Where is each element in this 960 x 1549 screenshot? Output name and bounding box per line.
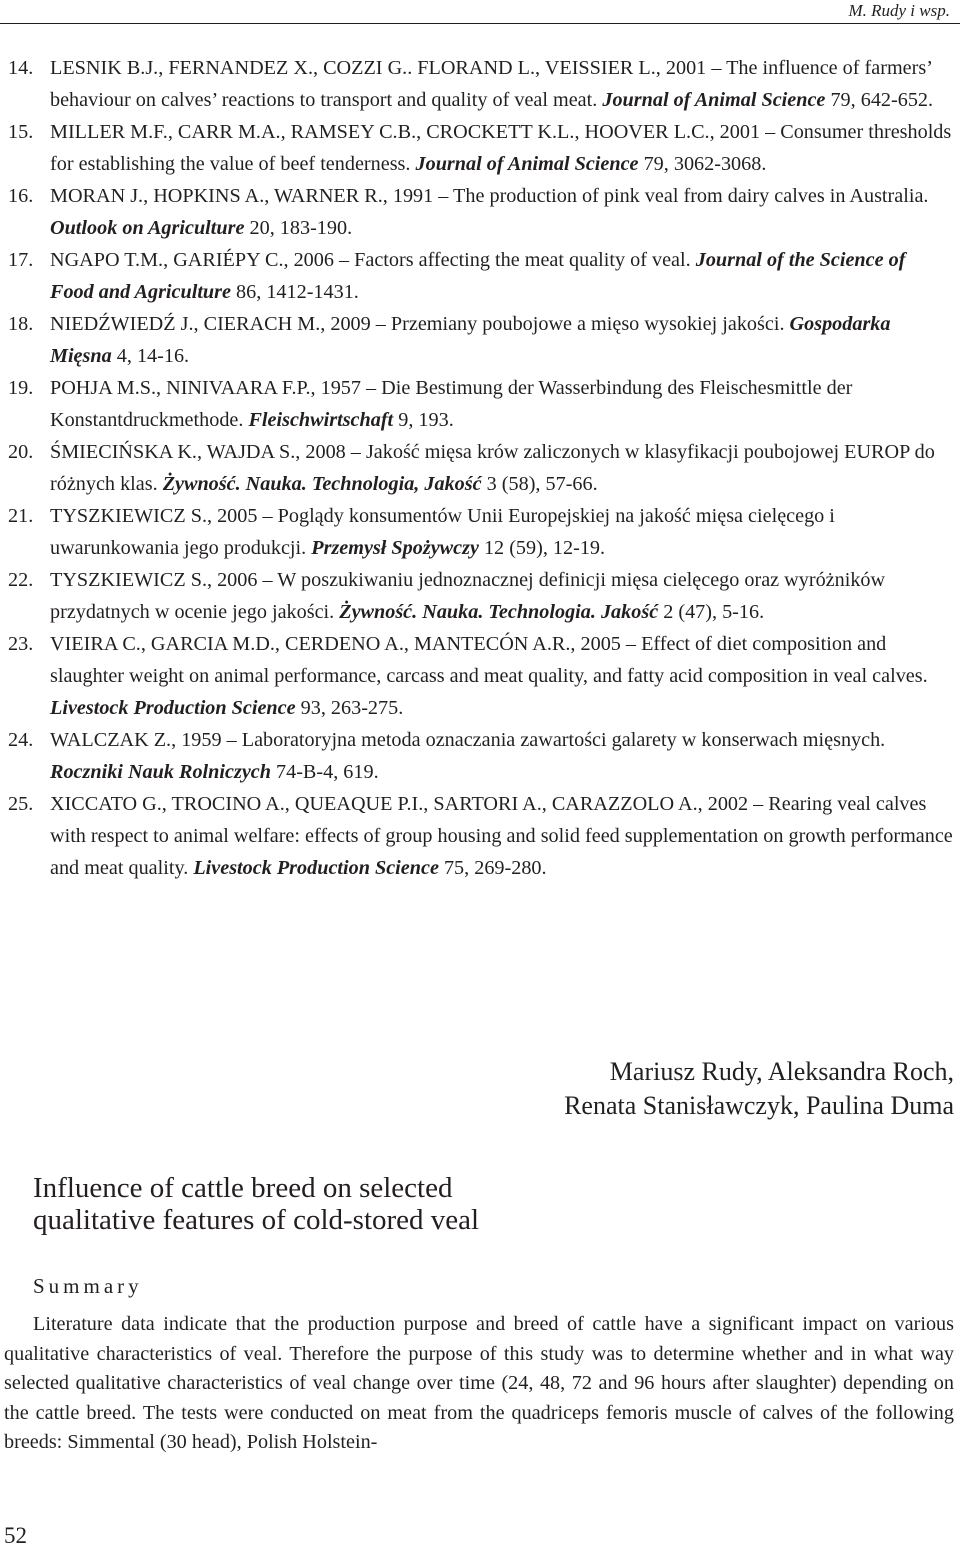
reference-text: LESNIK B.J., FERNANDEZ X., COZZI G.. FLORAND L., VEISSIER L., 2001 – The influence of farmers’ behaviour on calves’ reactions to transport and quality of veal meat. [50, 57, 932, 111]
reference-journal: Journal of Animal Science [415, 153, 639, 175]
reference-item [8, 724, 954, 788]
reference-number: 17. [8, 249, 34, 271]
reference-journal: Journal of the Science of Food and Agriculture [50, 249, 906, 303]
summary-text: Literature data indicate that the production purpose and breed of cattle have a significant impact on various qualitative characteristics of veal. Therefore the purpose of this study was to determine whether and in what way selected qualitative characteristics of veal change over time (24, 48, 72 and 96 hours after slaughter) depending on the cattle breed. The tests were conducted on meat from the quadriceps femoris muscle of calves of the following breeds: Simmental (30 head), Polish Holstein- [4, 1313, 954, 1453]
reference-item [8, 116, 954, 180]
abstract-authors [564, 1055, 954, 1123]
reference-item [8, 308, 954, 372]
reference-text: TYSZKIEWICZ S., 2005 – Poglądy konsumentów Unii Europejskiej na jakość mięsa cielęcego i uwarunkowania jego produkcji. [50, 505, 835, 559]
title-line: qualitative features of cold-stored veal [33, 1204, 480, 1236]
reference-journal: Livestock Production Science [50, 697, 296, 719]
abstract-title [33, 1172, 479, 1236]
author-line: Renata Stanisławczyk, Paulina Duma [564, 1091, 954, 1120]
reference-item [8, 628, 954, 724]
running-head: M. Rudy i wsp. [848, 1, 950, 20]
reference-journal: Outlook on Agriculture [50, 217, 245, 239]
reference-volume: 79, 642-652. [825, 89, 934, 111]
reference-number: 22. [8, 569, 34, 591]
reference-text: POHJA M.S., NINIVAARA F.P., 1957 – Die Bestimung der Wasserbindung des Fleischesmittle der Konstantdruckmethode. [50, 377, 853, 431]
reference-volume: 4, 14-16. [111, 345, 190, 367]
summary-heading: Summary [33, 1274, 143, 1298]
reference-number: 14. [8, 57, 34, 79]
reference-journal: Roczniki Nauk Rolniczych [50, 761, 271, 783]
reference-number: 25. [8, 793, 34, 815]
reference-item [8, 500, 954, 564]
reference-text: XICCATO G., TROCINO A., QUEAQUE P.I., SARTORI A., CARAZZOLO A., 2002 – Rearing veal calves with respect to animal welfare: effects of group housing and solid feed supplementation on growth performance and meat quality. [50, 793, 953, 879]
reference-item [8, 788, 954, 884]
reference-number: 20. [8, 441, 34, 463]
reference-text: NIEDŹWIEDŹ J., CIERACH M., 2009 – Przemiany poubojowe a mięso wysokiej jakości. [50, 313, 790, 335]
reference-volume: 86, 1412-1431. [230, 281, 359, 303]
author-line: Mariusz Rudy, Aleksandra Roch, [609, 1057, 954, 1086]
reference-text: MILLER M.F., CARR M.A., RAMSEY C.B., CROCKETT K.L., HOOVER L.C., 2001 – Consumer thresholds for establishing the value of beef tenderness. [50, 121, 952, 175]
reference-number: 18. [8, 313, 34, 335]
reference-volume: 79, 3062-3068. [638, 153, 767, 175]
reference-journal: Żywność. Nauka. Technologia. Jakość [339, 601, 659, 623]
reference-volume: 93, 263-275. [295, 697, 404, 719]
reference-item [8, 436, 954, 500]
reference-text: VIEIRA C., GARCIA M.D., CERDENO A., MANTECÓN A.R., 2005 – Effect of diet composition and slaughter weight on animal performance, carcass and meat quality, and fatty acid composition in veal calves. [50, 633, 928, 687]
reference-item [8, 372, 954, 436]
reference-number: 16. [8, 185, 34, 207]
reference-journal: Journal of Animal Science [602, 89, 826, 111]
reference-volume: 9, 193. [393, 409, 454, 431]
reference-journal: Fleischwirtschaft [248, 409, 394, 431]
reference-journal: Żywność. Nauka. Technologia, Jakość [162, 473, 482, 495]
reference-number: 15. [8, 121, 34, 143]
header-rule [0, 23, 960, 24]
title-line: Influence of cattle breed on selected [33, 1172, 453, 1204]
reference-number: 21. [8, 505, 34, 527]
reference-text: ŚMIECIŃSKA K., WAJDA S., 2008 – Jakość mięsa krów zaliczonych w klasyfikacji poubojowej EUROP do różnych klas. [50, 441, 935, 495]
reference-journal: Livestock Production Science [193, 857, 439, 879]
reference-journal: Gospodarka Mięsna [50, 313, 891, 367]
reference-volume: 75, 269-280. [438, 857, 547, 879]
reference-volume: 20, 183-190. [244, 217, 353, 239]
reference-text: TYSZKIEWICZ S., 2006 – W poszukiwaniu jednoznacznej definicji mięsa cielęcego oraz wyróżników przydatnych w ocenie jego jakości. [50, 569, 886, 623]
page-number: 52 [4, 1523, 27, 1548]
reference-volume: 2 (47), 5-16. [658, 601, 765, 623]
reference-text: MORAN J., HOPKINS A., WARNER R., 1991 – The production of pink veal from dairy calves in Australia. [50, 185, 929, 207]
reference-journal: Przemysł Spożywczy [311, 537, 479, 559]
reference-item [8, 52, 954, 116]
reference-number: 24. [8, 729, 34, 751]
reference-number: 23. [8, 633, 34, 655]
reference-number: 19. [8, 377, 34, 399]
reference-item [8, 244, 954, 308]
reference-volume: 74-B-4, 619. [270, 761, 379, 783]
reference-text: NGAPO T.M., GARIÉPY C., 2006 – Factors affecting the meat quality of veal. [50, 249, 696, 271]
reference-item [8, 564, 954, 628]
reference-volume: 3 (58), 57-66. [481, 473, 598, 495]
reference-text: WALCZAK Z., 1959 – Laboratoryjna metoda oznaczania zawartości galarety w konserwach mięsnych. [50, 729, 886, 751]
reference-item [8, 180, 954, 244]
reference-list [8, 52, 954, 884]
reference-volume: 12 (59), 12-19. [478, 537, 606, 559]
